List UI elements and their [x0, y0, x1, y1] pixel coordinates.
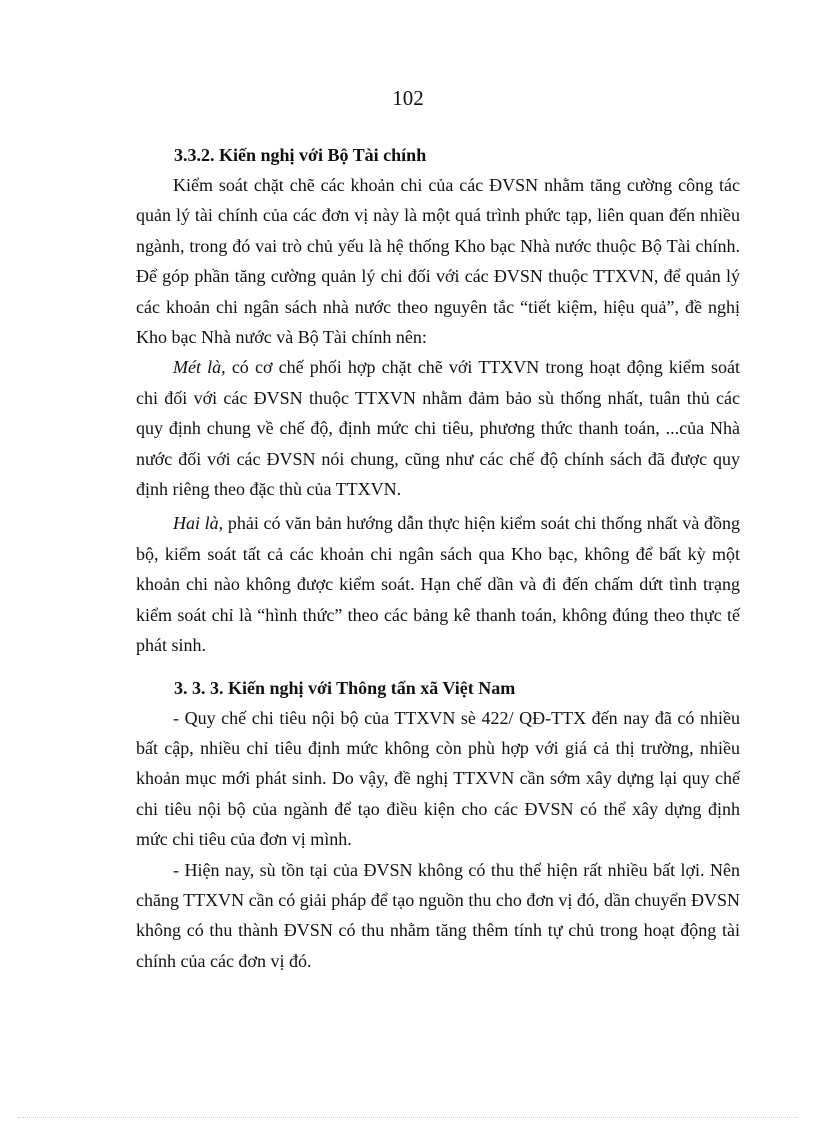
- point-1-text: , có cơ chế phối hợp chặt chẽ với TTXVN trong hoạt động kiểm soát chi đối với các ĐVSN thuộc TTXVN nhằm đảm bảo sù thống nhất, tuân thủ các quy định chung về chế độ, định mức chi tiêu, phương thức thanh toán, ...của Nhà nước đối với các ĐVSN nói chung, cũng như các chế độ chính sách đã được quy định riêng theo đặc thù của TTXVN.: [136, 357, 740, 500]
- point-2-lead: Hai là: [173, 513, 219, 534]
- page-number: 102: [392, 86, 424, 110]
- paragraph-point-1: [136, 352, 740, 504]
- section-heading-ministry-of-finance: 3.3.2. Kiến nghị với Bộ Tài chính: [174, 145, 427, 165]
- paragraph-intro: Kiểm soát chặt chẽ các khoản chi của các ĐVSN nhằm tăng cường công tác quản lý tài chính của các đơn vị này là một quá trình phức tạp, liên quan đến nhiều ngành, trong đó vai trò chủ yếu là hệ thống Kho bạc Nhà nước thuộc Bộ Tài chính. Để góp phần tăng cường quản lý chi đối với các ĐVSN thuộc TTXVN, để quản lý các khoản chi ngân sách nhà nước theo nguyên tắc “tiết kiệm, hiệu quả”, đề nghị Kho bạc Nhà nước và Bộ Tài chính nên:: [136, 175, 740, 348]
- paragraph-point-2: [136, 508, 740, 660]
- paragraph-item-2: - Hiện nay, sù tồn tại của ĐVSN không có thu thể hiện rất nhiều bất lợi. Nên chăng TTXVN cần có giải pháp để tạo nguồn thu cho đơn vị đó, dần chuyển ĐVSN không có thu thành ĐVSN có thu nhằm tăng thêm tính tự chủ trong hoạt động tài chính của các đơn vị đó.: [136, 859, 740, 971]
- page-bottom-divider: [18, 1117, 798, 1118]
- paragraph-item-1: - Quy chế chi tiêu nội bộ của TTXVN sè 422/ QĐ-TTX đến nay đã có nhiều bất cập, nhiều chỉ tiêu định mức không còn phù hợp với giá cả thị trường, nhiều khoản mục mới phát sinh. Do vậy, đề nghị TTXVN cần sớm xây dựng lại quy chế chi tiêu nội bộ của ngành để tạo điều kiện cho các ĐVSN có thể xây dựng định mức chi tiêu của đơn vị mình.: [136, 707, 740, 850]
- point-1-lead: Mét là: [173, 357, 222, 378]
- document-body: [136, 140, 740, 976]
- point-2-text: , phải có văn bản hướng dẫn thực hiện kiểm soát chi thống nhất và đồng bộ, kiểm soát tất cả các khoản chi ngân sách qua Kho bạc, không để bất kỳ một khoản chi nào không được kiểm soát. Hạn chế dần và đi đến chấm dứt tình trạng kiểm soát chỉ là “hình thức” theo các bảng kê thanh toán, không đúng theo thực tế phát sinh.: [136, 513, 740, 656]
- section-heading-vietnam-news-agency: 3. 3. 3. Kiến nghị với Thông tấn xã Việt Nam: [174, 677, 516, 698]
